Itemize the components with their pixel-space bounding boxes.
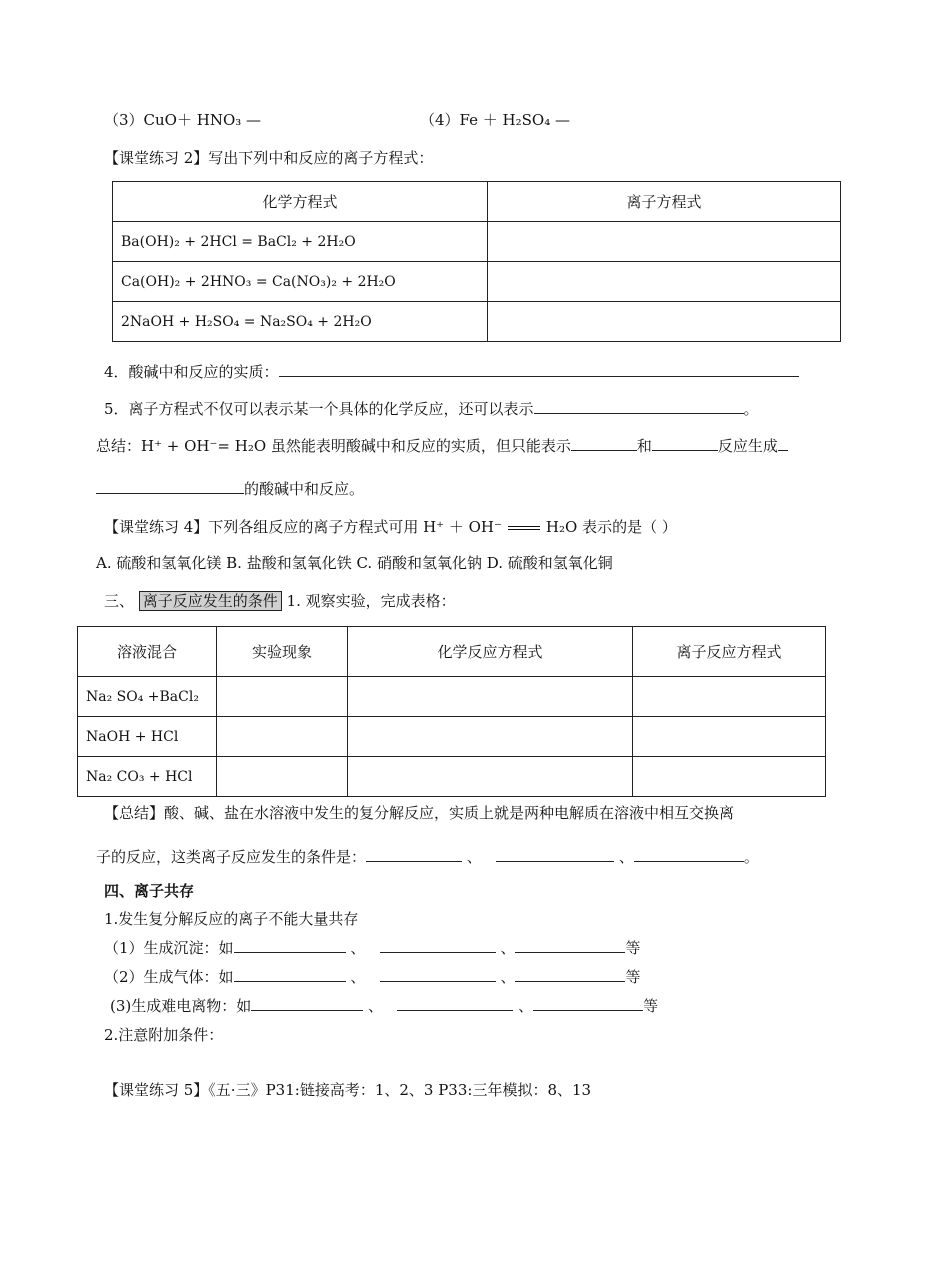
- summary-2-line-2: [96, 847, 759, 867]
- practice2-header-chem: 化学方程式: [113, 182, 488, 222]
- answer-cell[interactable]: [488, 222, 841, 262]
- weak-electrolyte-label: (3)生成难电离物：如: [110, 997, 252, 1015]
- practice2-title: 【课堂练习 2】写出下列中和反应的离子方程式：: [104, 149, 434, 167]
- separator: 、: [466, 848, 482, 866]
- gas-line: [104, 967, 640, 987]
- answer-blank[interactable]: [634, 847, 744, 862]
- answer-blank[interactable]: [571, 436, 637, 451]
- practice4-options: A. 硫酸和氢氧化镁 B. 盐酸和氢氧化铁 C. 硝酸和氢氧化钠 D. 硫酸和氢氧化铜: [96, 554, 613, 572]
- etc-text: 等: [625, 939, 641, 957]
- summary-2-end: 。: [743, 848, 759, 866]
- answer-cell[interactable]: [488, 302, 841, 342]
- separator: 、: [618, 848, 634, 866]
- answer-blank[interactable]: [652, 436, 718, 451]
- answer-cell[interactable]: [348, 717, 633, 757]
- practice2-header-ion: 离子方程式: [488, 182, 841, 222]
- answer-cell[interactable]: [348, 757, 633, 797]
- experiment-header-phenomenon: 实验现象: [217, 627, 348, 677]
- separator: 、: [500, 968, 516, 986]
- answer-blank[interactable]: [251, 996, 363, 1011]
- etc-text: 等: [625, 968, 641, 986]
- item-4: [104, 362, 799, 382]
- answer-blank[interactable]: [366, 847, 462, 862]
- item-5-text: 5．离子方程式不仅可以表示某一个具体的化学反应，还可以表示: [104, 400, 534, 418]
- section-4-title: 四、离子共存: [104, 882, 195, 900]
- experiment-row-2: NaOH + HCl: [78, 717, 217, 757]
- summary-2-line-1: 【总结】酸、碱、盐在水溶液中发生的复分解反应，实质上就是两种电解质在溶液中相互交换离: [104, 804, 735, 822]
- section-3-instruction: 1. 观察实验，完成表格：: [286, 592, 456, 610]
- precipitate-label: （1）生成沉淀：如: [104, 939, 234, 957]
- gas-label: （2）生成气体：如: [104, 968, 234, 986]
- summary-1-text-a: 总结：H⁺ + OH⁻= H₂O 虽然能表明酸碱中和反应的实质，但只能表示: [96, 437, 571, 455]
- section-3-heading: [104, 591, 456, 611]
- answer-cell[interactable]: [633, 757, 826, 797]
- practice4-question: [104, 517, 677, 537]
- item-5: [104, 399, 759, 419]
- practice2-row-3: 2NaOH + H₂SO₄ = Na₂SO₄ + 2H₂O: [113, 302, 488, 342]
- answer-blank[interactable]: [778, 436, 788, 451]
- summary-1-text-c: 反应生成: [717, 437, 778, 455]
- separator: 、: [368, 997, 384, 1015]
- practice2-table: [112, 181, 841, 342]
- separator: 、: [350, 939, 366, 957]
- answer-blank[interactable]: [234, 938, 346, 953]
- experiment-table: [77, 626, 826, 797]
- answer-cell[interactable]: [633, 677, 826, 717]
- practice4-text-a: 【课堂练习 4】下列各组反应的离子方程式可用 H⁺ ＋ OH⁻: [104, 518, 502, 536]
- experiment-header-mix: 溶液混合: [78, 627, 217, 677]
- separator: 、: [500, 939, 516, 957]
- precipitate-line: [104, 938, 640, 958]
- reaction-4: （4）Fe ＋ H₂SO₄ —: [420, 111, 570, 129]
- answer-cell[interactable]: [217, 717, 348, 757]
- answer-blank[interactable]: [496, 847, 614, 862]
- separator: 、: [518, 997, 534, 1015]
- item-5-end: 。: [743, 400, 759, 418]
- section-3-title: 离子反应发生的条件: [139, 591, 282, 611]
- answer-blank[interactable]: [397, 996, 513, 1011]
- summary-1-text-b: 和: [636, 437, 652, 455]
- answer-blank[interactable]: [380, 967, 496, 982]
- separator: 、: [350, 968, 366, 986]
- answer-blank[interactable]: [279, 362, 799, 377]
- practice5: 【课堂练习 5】《五·三》P31:链接高考：1、2、3 P33:三年模拟：8、13: [104, 1081, 592, 1099]
- practice4-text-b: H₂O 表示的是（ ）: [545, 518, 677, 536]
- answer-cell[interactable]: [633, 717, 826, 757]
- experiment-header-chem: 化学反应方程式: [348, 627, 633, 677]
- practice2-row-1: Ba(OH)₂ + 2HCl = BaCl₂ + 2H₂O: [113, 222, 488, 262]
- answer-cell[interactable]: [217, 677, 348, 717]
- experiment-row-1: Na₂ SO₄ +BaCl₂: [78, 677, 217, 717]
- summary-1: [96, 436, 788, 456]
- answer-blank[interactable]: [96, 479, 244, 494]
- practice2-row-2: Ca(OH)₂ + 2HNO₃ = Ca(NO₃)₂ + 2H₂O: [113, 262, 488, 302]
- experiment-row-3: Na₂ CO₃ + HCl: [78, 757, 217, 797]
- answer-cell[interactable]: [348, 677, 633, 717]
- summary-1-cont: [96, 479, 364, 499]
- answer-cell[interactable]: [488, 262, 841, 302]
- answer-cell[interactable]: [217, 757, 348, 797]
- summary-2-text: 子的反应，这类离子反应发生的条件是：: [96, 848, 367, 866]
- experiment-header-ion: 离子反应方程式: [633, 627, 826, 677]
- item-4-text: 4．酸碱中和反应的实质：: [104, 363, 279, 381]
- section-3-number: 三、: [104, 592, 135, 610]
- answer-blank[interactable]: [380, 938, 496, 953]
- answer-blank[interactable]: [234, 967, 346, 982]
- answer-blank[interactable]: [533, 996, 643, 1011]
- weak-electrolyte-line: [110, 996, 658, 1016]
- equals-sign: [508, 526, 540, 530]
- answer-blank[interactable]: [515, 938, 625, 953]
- summary-1-text-d: 的酸碱中和反应。: [244, 480, 365, 498]
- etc-text: 等: [643, 997, 659, 1015]
- reaction-3: （3）CuO＋ HNO₃ —: [104, 111, 262, 129]
- answer-blank[interactable]: [515, 967, 625, 982]
- section-4-point-2: 2.注意附加条件：: [104, 1026, 224, 1044]
- answer-blank[interactable]: [534, 399, 744, 414]
- section-4-point-1: 1.发生复分解反应的离子不能大量共存: [104, 910, 359, 928]
